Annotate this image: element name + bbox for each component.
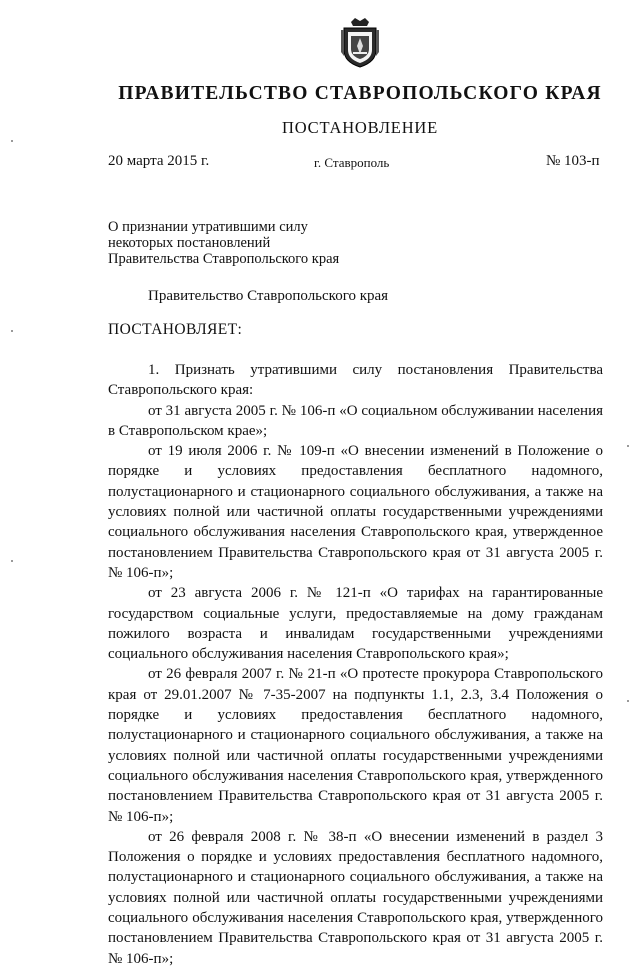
stavropol-coat-of-arms-icon [339,16,381,68]
document-type: ПОСТАНОВЛЕНИЕ [282,118,438,137]
document-number: № 103-п [546,153,600,169]
scan-speck [11,560,13,562]
body-paragraph: от 26 февраля 2008 г. № 38-п «О внесении изменений в раздел 3 Положения о порядке и условиях предоставления бесплатного надомного, полустационарного и стационарного социального обслуживания, а также на условиях полной или частичной оплаты государственными учреждениями социального обслуживания населения Ставропольского края, утвержденного постановлением Правительства Ставропольского края от 31 августа 2005 г. № 106-п»; [108,828,603,967]
organization-title: ПРАВИТЕЛЬСТВО СТАВРОПОЛЬСКОГО КРАЯ [118,83,602,104]
scan-speck [627,445,629,447]
body-paragraph: от 19 июля 2006 г. № 109-п «О внесении изменений в Положение о порядке и условиях предоставления бесплатного надомного, полустационарного и стационарного социального обслуживания, а также на условиях полной или частичной оплаты государственными учреждениями социального обслуживания населения Ставропольского края, утвержденное постановлением Правительства Ставропольского края от 31 августа 2005 г. № 106-п»; [108,443,603,581]
resolves-heading: ПОСТАНОВЛЯЕТ: [108,321,243,338]
scan-speck [11,140,13,142]
subject-line: О признании утратившими силу [108,219,308,235]
body-paragraph: от 23 августа 2006 г. № 121-п «О тарифах на гарантированные государством социальные услуги, предоставляемые на дому гражданам пожилого возраста и инвалидам государственными учреждениями социального обслуживания населения Ставропольского края»; [108,585,603,663]
body-paragraph: 1. Признать утратившими силу постановления Правительства Ставропольского края: [108,362,603,399]
scan-speck [627,700,629,702]
subject-line: Правительства Ставропольского края [108,251,340,267]
scan-speck [11,330,13,332]
body-paragraph: от 31 августа 2005 г. № 106-п «О социальном обслуживании населения в Ставропольском крае»; [108,402,603,439]
subject-line: некоторых постановлений [108,235,271,251]
document-subject [108,219,339,267]
body-paragraph: от 26 февраля 2007 г. № 21-п «О протесте прокурора Ставропольского края от 29.01.2007 № 7-35-2007 на подпункты 1.1, 2.3, 3.4 Положения о порядке и условиях предоставления бесплатного надомного, полустационарного и стационарного социального обслуживания, а также на условиях полной или частичной оплаты государственными учреждениями социального обслуживания населения Ставропольского края, утвержденного постановлением Правительства Ставропольского края от 31 августа 2005 г. № 106-п»; [108,666,603,825]
document-date: 20 марта 2015 г. [108,153,210,169]
document-body [108,360,603,969]
document-city: г. Ставрополь [314,155,390,170]
issuer-line: Правительство Ставропольского края [148,288,389,304]
